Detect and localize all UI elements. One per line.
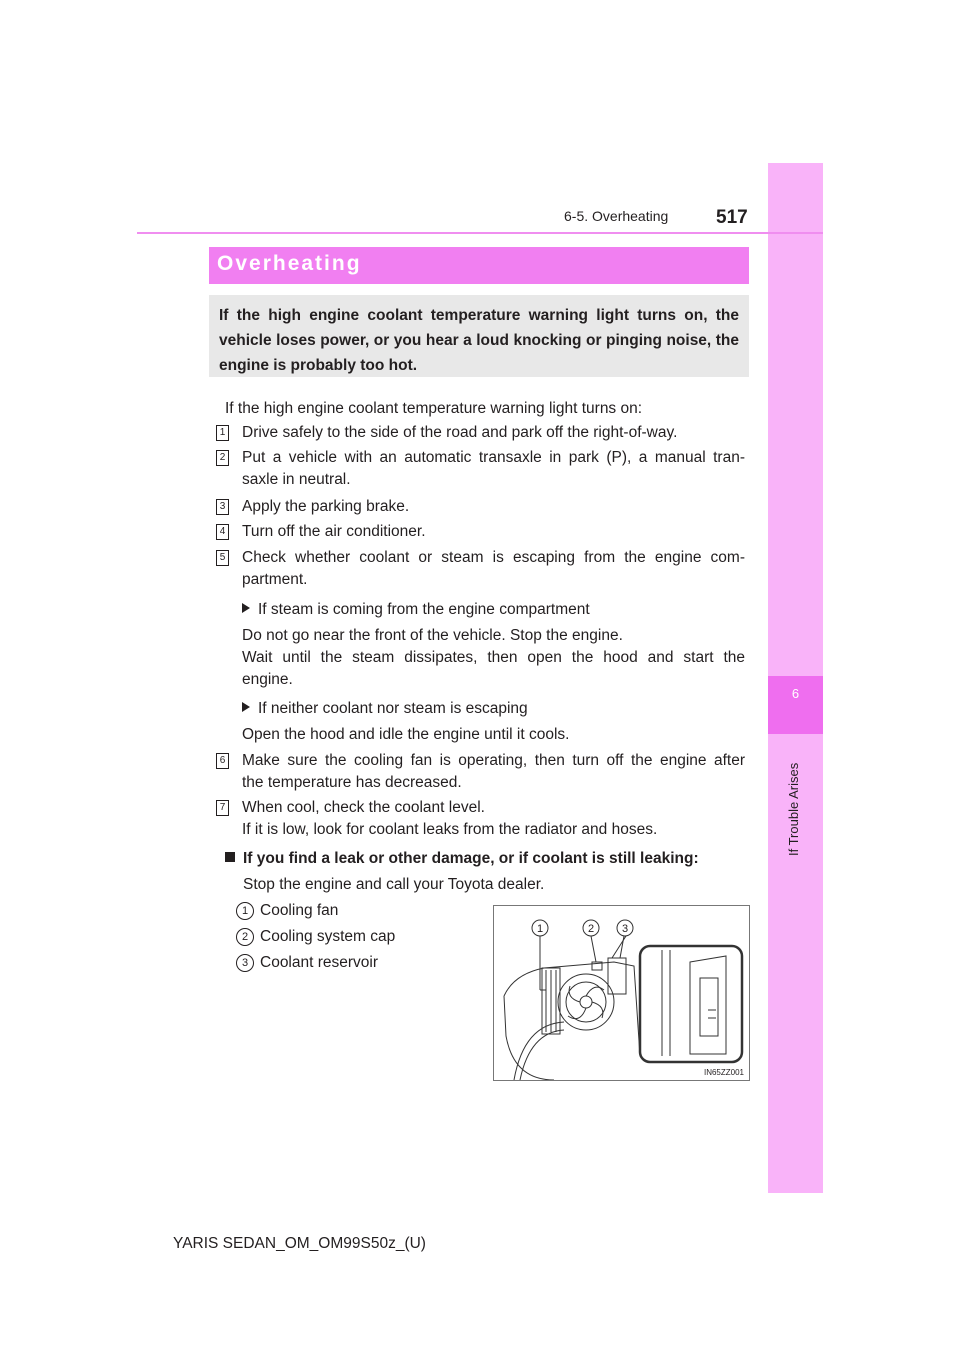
figure-code: IN65ZZ001: [703, 1068, 744, 1077]
figure-callout: 3: [621, 923, 629, 935]
triangle-bullet-icon: [242, 603, 250, 613]
step-number-badge: 4: [216, 524, 229, 540]
footer-doc-id: YARIS SEDAN_OM_OM99S50z_(U): [173, 1235, 426, 1252]
step-number-badge: 2: [216, 450, 229, 466]
step-text-cont: partment.: [242, 571, 308, 588]
step-text: Apply the parking brake.: [242, 498, 410, 515]
header-rule: [137, 232, 823, 234]
leak-title: If you find a leak or other damage, or if coolant is still leaking:: [243, 850, 699, 867]
intro-text: If the high engine coolant temperature warning light turns on, the vehicle loses power, or you hear a loud knocking or pinging noise, the engine is probably too hot.: [219, 307, 739, 374]
legend-number: 3: [236, 954, 254, 972]
triangle-bullet-icon: [242, 702, 250, 712]
step-number-badge: 6: [216, 753, 229, 769]
engine-illustration: [493, 905, 750, 1081]
substep-steam-text: Wait until the steam dissipates, then open the hood and start the: [242, 649, 745, 666]
figure-callout: 1: [536, 923, 544, 935]
substep-steam-text: engine.: [242, 671, 293, 688]
step-text-cont: the temperature has decreased.: [242, 774, 462, 791]
substep-none-text: Open the hood and idle the engine until it cools.: [242, 726, 570, 743]
step-text-cont: If it is low, look for coolant leaks from the radiator and hoses.: [242, 821, 658, 838]
figure-callout: 2: [587, 923, 595, 935]
side-tab-chapter-marker: [768, 676, 823, 734]
step-text: When cool, check the coolant level.: [242, 799, 485, 816]
substep-steam: [242, 599, 590, 621]
page-number: 517: [716, 207, 748, 228]
step-text: Turn off the air conditioner.: [242, 523, 426, 540]
legend-label: Coolant reservoir: [260, 954, 379, 971]
step-text: Drive safely to the side of the road and park off the right-of-way.: [242, 424, 678, 441]
substep-none-title: If neither coolant nor steam is escaping: [258, 700, 528, 717]
side-tab-label: If Trouble Arises: [786, 762, 801, 856]
step-text: Put a vehicle with an automatic transaxle in park (P), a manual tran-: [242, 449, 745, 466]
square-bullet-icon: [225, 852, 235, 862]
legend-number: 1: [236, 902, 254, 920]
step-text: Make sure the cooling fan is operating, then turn off the engine after: [242, 752, 745, 769]
substep-steam-text: Do not go near the front of the vehicle. Stop the engine.: [242, 627, 623, 644]
page-title: Overheating: [217, 252, 362, 275]
leak-text: Stop the engine and call your Toyota dealer.: [243, 876, 545, 893]
lead-text: If the high engine coolant temperature warning light turns on:: [225, 400, 643, 417]
side-tab-label-wrap: [783, 760, 807, 860]
step-number-badge: 7: [216, 800, 229, 816]
legend-number: 2: [236, 928, 254, 946]
step-number-badge: 1: [216, 425, 229, 441]
leak-heading: [225, 848, 699, 870]
legend-label: Cooling system cap: [260, 928, 396, 945]
section-label: 6-5. Overheating: [564, 208, 669, 224]
step-number-badge: 3: [216, 499, 229, 515]
step-text-cont: saxle in neutral.: [242, 471, 351, 488]
engine-compartment-drawing: [494, 906, 749, 1080]
step-text: Check whether coolant or steam is escaping from the engine com-: [242, 549, 745, 566]
side-tab-number: 6: [791, 686, 800, 701]
substep-none: [242, 698, 528, 720]
legend-label: Cooling fan: [260, 902, 339, 919]
step-number-badge: 5: [216, 550, 229, 566]
substep-steam-title: If steam is coming from the engine compartment: [258, 601, 590, 618]
